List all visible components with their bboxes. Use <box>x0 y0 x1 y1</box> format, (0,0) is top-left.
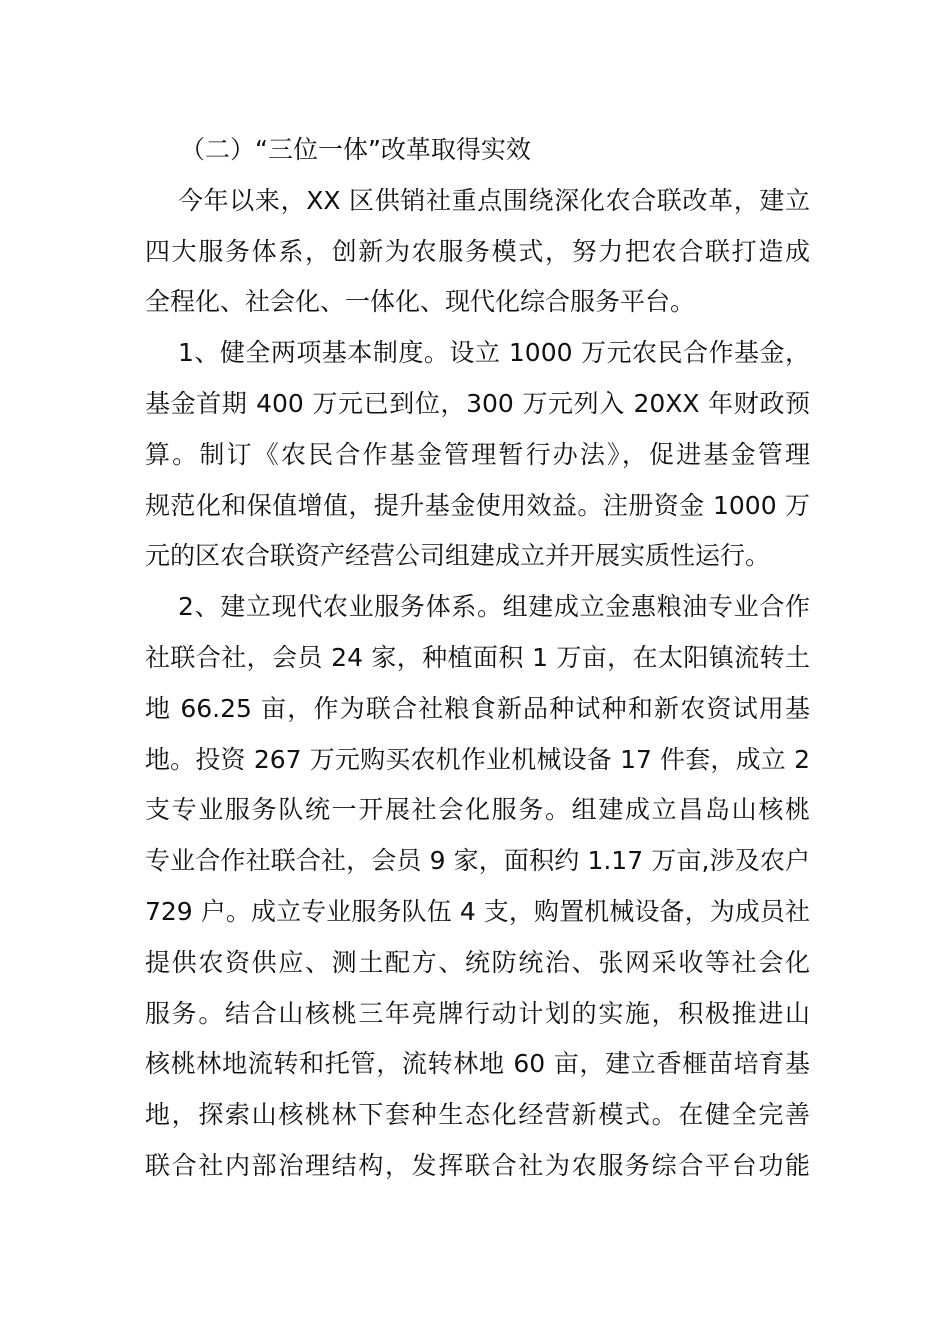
section-heading: （二）“三位一体”改革取得实效 <box>180 135 531 164</box>
paragraph-line: 服务。结合山核桃三年亮牌行动计划的实施，积极推进山 <box>145 998 810 1028</box>
paragraph-line: 算。制订《农民合作基金管理暂行办法》，促进基金管理 <box>145 439 810 469</box>
paragraph-line: 地。投资 267 万元购买农机作业机械设备 17 件套，成立 2 <box>145 744 810 774</box>
paragraph-line: 联合社内部治理结构，发挥联合社为农服务综合平台功能 <box>145 1150 810 1180</box>
paragraph-line: 专业合作社联合社，会员 9 家，面积约 1.17 万亩,涉及农户 <box>145 846 810 876</box>
paragraph-item-1 <box>145 328 810 582</box>
paragraph-item-2 <box>145 582 810 1192</box>
paragraph-line: 支专业服务队统一开展社会化服务。组建成立昌岛山核桃 <box>145 795 810 825</box>
paragraph-line: 729 户。成立专业服务队伍 4 支，购置机械设备，为成员社 <box>145 896 810 926</box>
paragraph-line: 2、建立现代农业服务体系。组建成立金惠粮油专业合作 <box>178 592 810 622</box>
paragraph-line: 今年以来，XX 区供销社重点围绕深化农合联改革，建立 <box>178 185 810 215</box>
paragraph-line: 1、健全两项基本制度。设立 1000 万元农民合作基金， <box>178 338 810 368</box>
paragraph-line: 地，探索山核桃林下套种生态化经营新模式。在健全完善 <box>145 1100 810 1130</box>
paragraph-line: 四大服务体系，创新为农服务模式，努力把农合联打造成 <box>145 236 810 266</box>
paragraph-line: 规范化和保值增值，提升基金使用效益。注册资金 1000 万 <box>145 490 810 520</box>
paragraph-intro <box>145 176 810 328</box>
document-body <box>145 125 810 1192</box>
paragraph-line: 地 66.25 亩，作为联合社粮食新品种试种和新农资试用基 <box>145 693 810 723</box>
paragraph-line: 全程化、社会化、一体化、现代化综合服务平台。 <box>145 287 696 317</box>
paragraph-line: 提供农资供应、测土配方、统防统治、张网采收等社会化 <box>145 947 810 977</box>
paragraph-line: 基金首期 400 万元已到位，300 万元列入 20XX 年财政预 <box>145 388 810 418</box>
paragraph-line: 元的区农合联资产经营公司组建成立并开展实质性运行。 <box>145 541 771 571</box>
paragraph-line: 核桃林地流转和托管，流转林地 60 亩，建立香榧苗培育基 <box>145 1049 810 1079</box>
paragraph-line: 社联合社，会员 24 家，种植面积 1 万亩，在太阳镇流转土 <box>145 642 810 672</box>
